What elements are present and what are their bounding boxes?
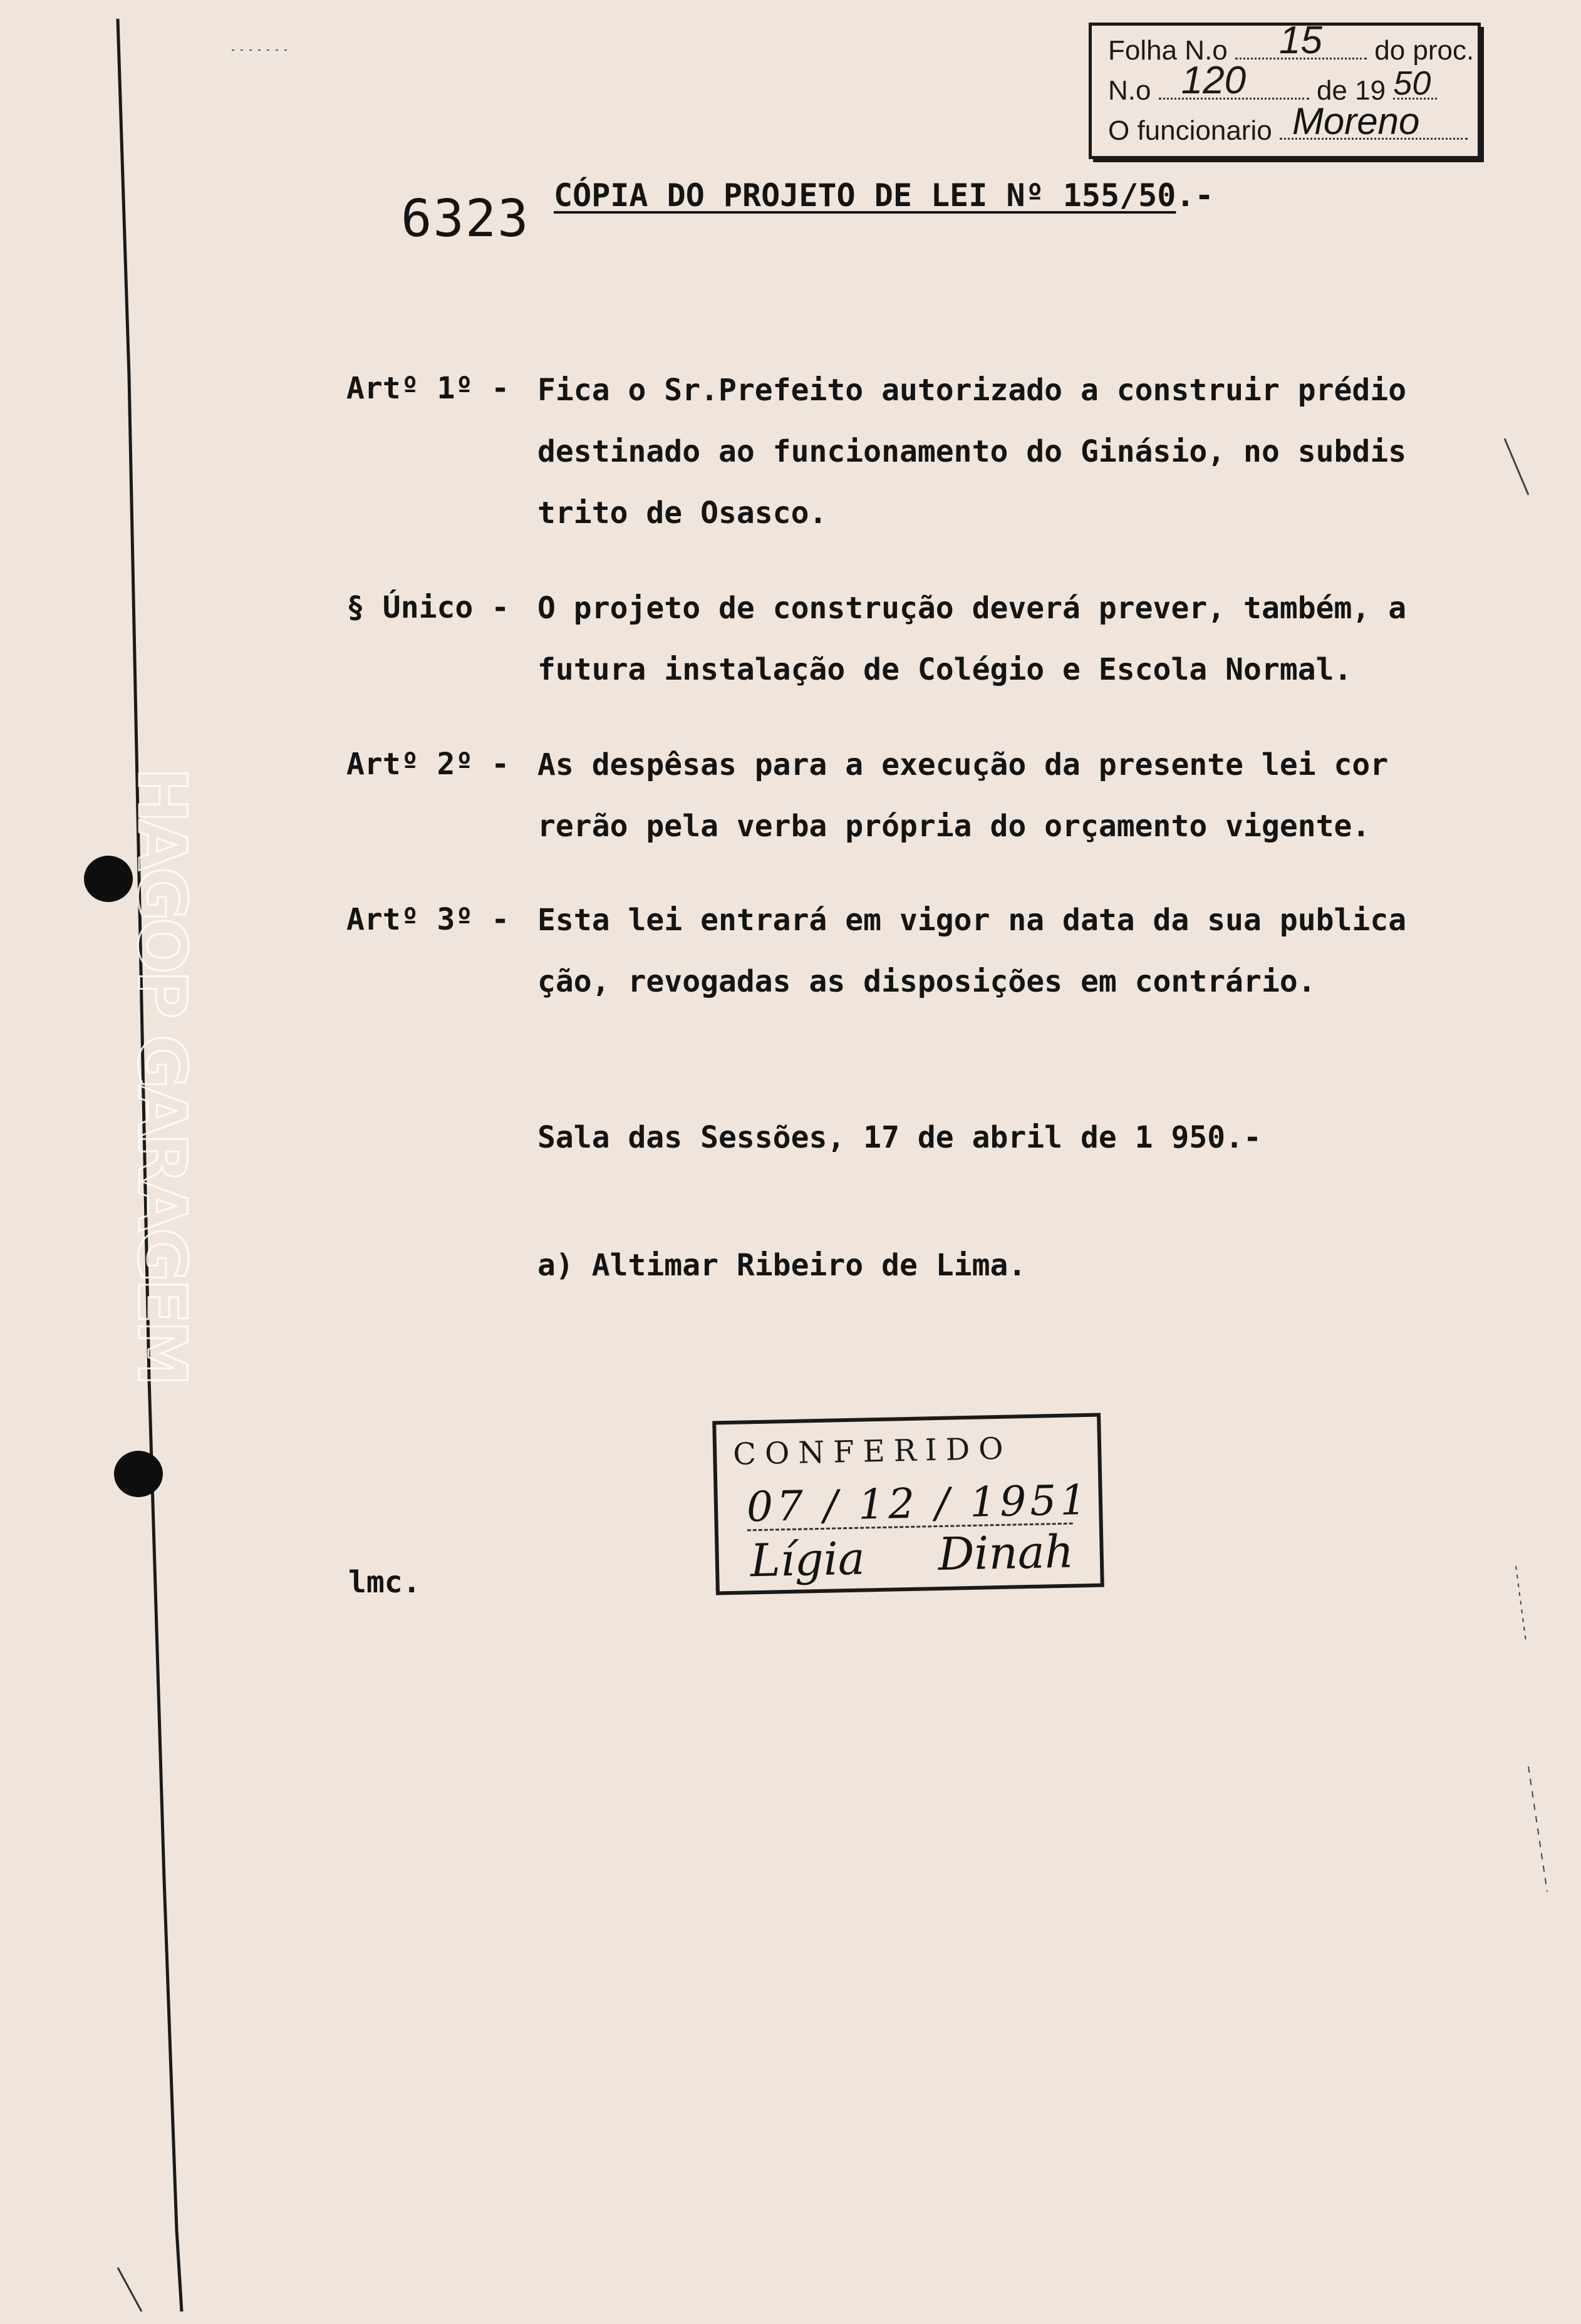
official-field	[1280, 100, 1468, 142]
article-1-line-1: Fica o Sr.Prefeito autorizado a construir prédio	[537, 373, 1407, 408]
paragraph-unico-label: § Único -	[346, 590, 510, 625]
article-3-label: Artº 3º -	[346, 902, 510, 937]
article-1-text	[537, 360, 1406, 544]
article-3-line-2: ção, revogadas as disposições em contrário.	[537, 964, 1316, 999]
signature-left: Lígia	[749, 1532, 866, 1587]
year-label: de 19	[1316, 75, 1386, 106]
article-3-text	[537, 890, 1406, 1012]
year-field	[1393, 65, 1437, 102]
folha-field	[1235, 19, 1367, 62]
official-label: O funcionario	[1108, 115, 1272, 146]
filing-stamp	[1089, 19, 1481, 159]
paragraph-unico-line-1: O projeto de construção deverá prever, também, a	[537, 591, 1407, 626]
official-signature: Moreno	[1292, 100, 1420, 142]
signature-right: Dinah	[937, 1525, 1074, 1581]
article-2-line-1: As despêsas para a execução da presente lei cor	[537, 747, 1389, 782]
place-and-date: Sala das Sessões, 17 de abril de 1 950.-	[537, 1120, 1262, 1155]
conferido-title: CONFERIDO	[732, 1431, 1013, 1472]
number-label: N.o	[1108, 75, 1151, 106]
typist-initials: lmc.	[348, 1565, 421, 1600]
document-title-text: CÓPIA DO PROJETO DE LEI Nº 155/50	[554, 177, 1176, 214]
article-1-line-3: trito de Osasco.	[537, 495, 827, 531]
article-2-label: Artº 2º -	[346, 747, 510, 782]
article-1-line-2: destinado ao funcionamento do Ginásio, no subdis	[537, 434, 1407, 469]
number-field	[1159, 59, 1309, 102]
paragraph-unico-line-2: futura instalação de Colégio e Escola Normal.	[537, 652, 1352, 687]
document-title	[554, 177, 1214, 214]
proc-label: do proc.	[1374, 35, 1475, 66]
official-row	[1108, 100, 1478, 151]
article-3-line-1: Esta lei entrará em vigor na data da sua publica	[537, 903, 1407, 938]
reference-number: 6323	[401, 189, 530, 249]
signer-name: a) Altimar Ribeiro de Lima.	[537, 1248, 1027, 1283]
folha-label: Folha N.o	[1108, 35, 1228, 66]
paragraph-unico-text	[537, 578, 1406, 700]
year-value: 50	[1393, 65, 1431, 102]
article-2-line-2: rerão pela verba própria do orçamento vigente.	[537, 809, 1371, 844]
conferido-signatures	[731, 1523, 1096, 1591]
watermark: HAGOP GARAGEM	[123, 767, 200, 1383]
article-2-text	[537, 734, 1388, 857]
number-value: 120	[1181, 59, 1247, 102]
conferido-stamp	[712, 1413, 1104, 1595]
article-1-label: Artº 1º -	[346, 371, 510, 406]
conferido-date: 07 / 12 / 1951	[746, 1475, 1091, 1532]
folha-value: 15	[1279, 19, 1322, 62]
document-title-suffix: .-	[1176, 177, 1214, 214]
